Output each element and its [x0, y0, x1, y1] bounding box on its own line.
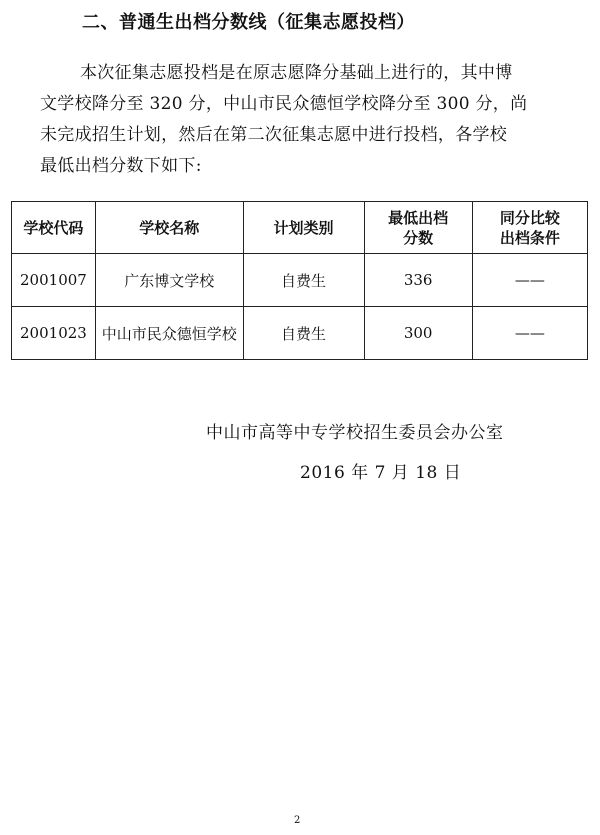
- section-heading: 二、普通生出档分数线（征集志愿投档）: [82, 12, 415, 33]
- header-min-score-line2: 分数: [403, 228, 434, 247]
- cell-school-code: 2001007: [12, 254, 96, 307]
- header-min-score-line1: 最低出档: [388, 208, 449, 227]
- header-tie-condition: [472, 202, 587, 254]
- cell-min-score: 300: [364, 307, 472, 360]
- table-row: [12, 307, 588, 360]
- cell-school-name: 广东博文学校: [95, 254, 243, 307]
- paragraph-line: 文学校降分至 320 分，中山市民众德恒学校降分至 300 分，尚: [40, 94, 528, 114]
- paragraph-line: 最低出档分数下如下:: [40, 156, 202, 176]
- header-tie-condition-line2: 出档条件: [499, 228, 560, 247]
- issue-date: 2016 年 7 月 18 日: [300, 463, 462, 483]
- cell-min-score: 336: [364, 254, 472, 307]
- header-plan-type: 计划类别: [243, 202, 364, 254]
- issuing-office: 中山市高等中专学校招生委员会办公室: [206, 423, 504, 443]
- page-number: 2: [294, 815, 301, 826]
- header-min-score: [364, 202, 472, 254]
- table-header-row: [12, 202, 588, 254]
- cell-tie-condition: ——: [472, 254, 587, 307]
- cell-plan-type: 自费生: [243, 307, 364, 360]
- paragraph-line: 未完成招生计划，然后在第二次征集志愿中进行投档，各学校: [40, 125, 508, 145]
- cell-school-name: 中山市民众德恒学校: [95, 307, 243, 360]
- paragraph-line: 本次征集志愿投档是在原志愿降分基础上进行的，其中博: [80, 63, 513, 83]
- body-paragraph: [40, 58, 570, 182]
- cell-tie-condition: ——: [472, 307, 587, 360]
- header-school-name: 学校名称: [95, 202, 243, 254]
- header-tie-condition-line1: 同分比较: [499, 208, 560, 227]
- header-school-code: 学校代码: [12, 202, 96, 254]
- cell-school-code: 2001023: [12, 307, 96, 360]
- admission-score-table: [11, 201, 588, 360]
- cell-plan-type: 自费生: [243, 254, 364, 307]
- table-row: [12, 254, 588, 307]
